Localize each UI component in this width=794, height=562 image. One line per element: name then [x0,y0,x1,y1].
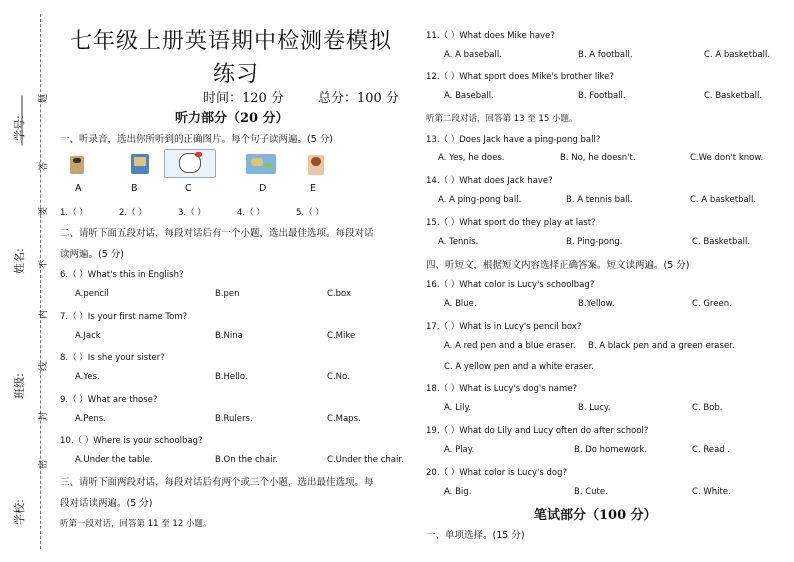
picture-label: A [75,183,82,194]
option-b[interactable]: B. Lucy. [578,403,611,413]
section2-instruction: 二、请听下面五段对话，每段对话后有一个小题，选出最佳选项。每段对话 [60,228,374,239]
question-19: 19.（ ）What do Lily and Lucy often do after school? [426,426,649,436]
question-13: 13.（ ）Does Jack have a ping-pong ball? [426,135,601,145]
question-10: 10.（ ）Where is your schoolbag? [60,436,203,446]
question-14: 14.（ ）What does Jack have? [426,176,553,186]
option-a[interactable]: A. Lily. [444,403,472,413]
option-a[interactable]: A. Baseball. [444,91,494,101]
student-id-line [22,96,23,146]
question-12: 12.（ ）What sport does Mike's brother like? [426,72,614,82]
option-a[interactable]: A. Yes, he does. [438,153,505,163]
option-a[interactable]: A.Yes. [75,372,100,382]
question-6: 6.（ ）What's this in English? [60,270,184,280]
answer-blank[interactable]: 3.（ ） [178,208,206,218]
option-b[interactable]: B.Rulers. [215,414,253,424]
answer-blank[interactable]: 5.（ ） [296,208,324,218]
time-info: 时间：120 分 [203,91,284,106]
option-a[interactable]: A.pencil [75,289,109,299]
option-b[interactable]: B. A black pen and a green eraser. [588,341,735,351]
dialog1-note: 听第一段对话，回答第 11 至 12 小题。 [60,519,212,529]
picture-e [308,155,324,175]
question-17: 17.（ ）What is in Lucy's pencil box? [426,322,582,332]
option-b[interactable]: B.pen [215,289,240,299]
question-11: 11.（ ）What does Mike have? [426,31,555,41]
seal-char: 封 [39,411,50,422]
picture-b [131,154,149,174]
option-a[interactable]: A. Blue. [444,299,477,309]
option-c[interactable]: C. Basketball. [704,91,763,101]
option-a[interactable]: A. Big. [444,487,472,497]
option-c[interactable]: C.We don't know. [690,153,764,163]
option-c[interactable]: C. A basketball. [690,195,757,205]
answer-blank[interactable]: 2.（ ） [119,208,147,218]
picture-d [246,154,276,174]
seal-char: 线 [39,361,50,372]
question-7: 7.（ ）Is your first name Tom? [60,312,188,322]
student-id-label: 学号: [12,115,26,141]
page-title-line2: 练习 [213,62,260,87]
seal-char: 不 [39,259,50,270]
option-b[interactable]: B. Ping-pong. [566,237,623,247]
option-c[interactable]: C. A yellow pen and a white eraser. [444,362,594,372]
option-c[interactable]: C.No. [327,372,350,382]
dialog2-note: 听第二段对话，回答第 13 至 15 小题。 [426,114,578,124]
option-b[interactable]: B.Hello. [215,372,248,382]
question-9: 9.（ ）What are those? [60,395,158,405]
option-c[interactable]: C.Under the chair. [327,455,404,465]
picture-label: D [259,183,267,194]
school-label: 学校: [12,499,26,525]
option-b[interactable]: B. Do homework. [574,445,648,455]
question-15: 15.（ ）What sport do they play at last? [426,218,596,228]
question-8: 8.（ ）Is she your sister? [60,353,165,363]
option-c[interactable]: C. A basketball. [704,50,771,60]
option-c[interactable]: C. Green. [692,299,732,309]
option-b[interactable]: B. Football. [578,91,626,101]
option-b[interactable]: B. A tennis ball. [566,195,633,205]
option-a[interactable]: A. A red pen and a blue eraser. [444,341,576,351]
option-b[interactable]: B. Cute. [574,487,608,497]
class-label: 班级: [12,373,26,399]
option-b[interactable]: B.Yellow. [578,299,615,309]
option-a[interactable]: A.Under the table. [75,455,153,465]
picture-label: E [310,183,317,194]
option-a[interactable]: A. Play. [444,445,475,455]
question-16: 16.（ ）What color is Lucy's schoolbag? [426,280,595,290]
option-c[interactable]: C. White. [692,487,731,497]
option-c[interactable]: C. Basketball. [692,237,751,247]
option-b[interactable]: B. A football. [578,50,633,60]
picture-label: B [131,183,138,194]
option-c[interactable]: C. Read . [692,445,731,455]
written-heading: 笔试部分（100 分） [534,508,657,523]
option-a[interactable]: A. A ping-pong ball. [438,195,522,205]
option-c[interactable]: C.box [327,289,352,299]
seal-char: 要 [39,206,50,217]
section2-instruction-cont: 读两遍。(5 分) [60,249,124,260]
section3-instruction: 三、请听下面两段对话，每段对话后有两个或三个小题，选出最佳选项。每 [60,477,374,488]
picture-label: C [185,183,192,194]
option-b[interactable]: B.Nina [215,331,243,341]
question-20: 20.（ ）What color is Lucy's dog? [426,468,568,478]
option-a[interactable]: A. Tennis. [438,237,479,247]
option-a[interactable]: A.Jack [75,331,101,341]
page-title-line1: 七年级上册英语期中检测卷模拟 [70,29,393,54]
answer-blank[interactable]: 1.（ ） [60,208,88,218]
picture-c [164,149,216,178]
section1-instruction: 一、听录音，选出你所听到的正确图片。每个句子读两遍。(5 分) [60,134,333,145]
option-b[interactable]: B.On the chair. [215,455,279,465]
listening-heading: 听力部分（20 分） [175,111,289,126]
option-c[interactable]: C.Mike [327,331,356,341]
seal-char: 密 [39,459,50,470]
option-c[interactable]: C. Bob. [692,403,723,413]
written-section1: 一、单项选择。(15 分) [426,530,525,541]
picture-a [70,156,84,174]
option-a[interactable]: A. A baseball. [444,50,502,60]
section3-instruction-cont: 段对话读两遍。(5 分) [60,498,153,509]
option-c[interactable]: C.Maps. [327,414,361,424]
seal-char: 内 [39,309,50,320]
option-b[interactable]: B. No, he doesn't. [560,153,636,163]
option-a[interactable]: A.Pens. [75,414,106,424]
seal-char: 答 [39,161,50,172]
score-info: 总分：100 分 [318,91,399,106]
section4-instruction: 四、听短文，根据短文内容选择正确答案。短文读两遍。(5 分) [426,260,690,271]
seal-char: 题 [39,93,50,104]
answer-blank[interactable]: 4.（ ） [237,208,265,218]
name-label: 姓名: [12,248,26,274]
question-18: 18.（ ）What is Lucy's dog's name? [426,384,577,394]
